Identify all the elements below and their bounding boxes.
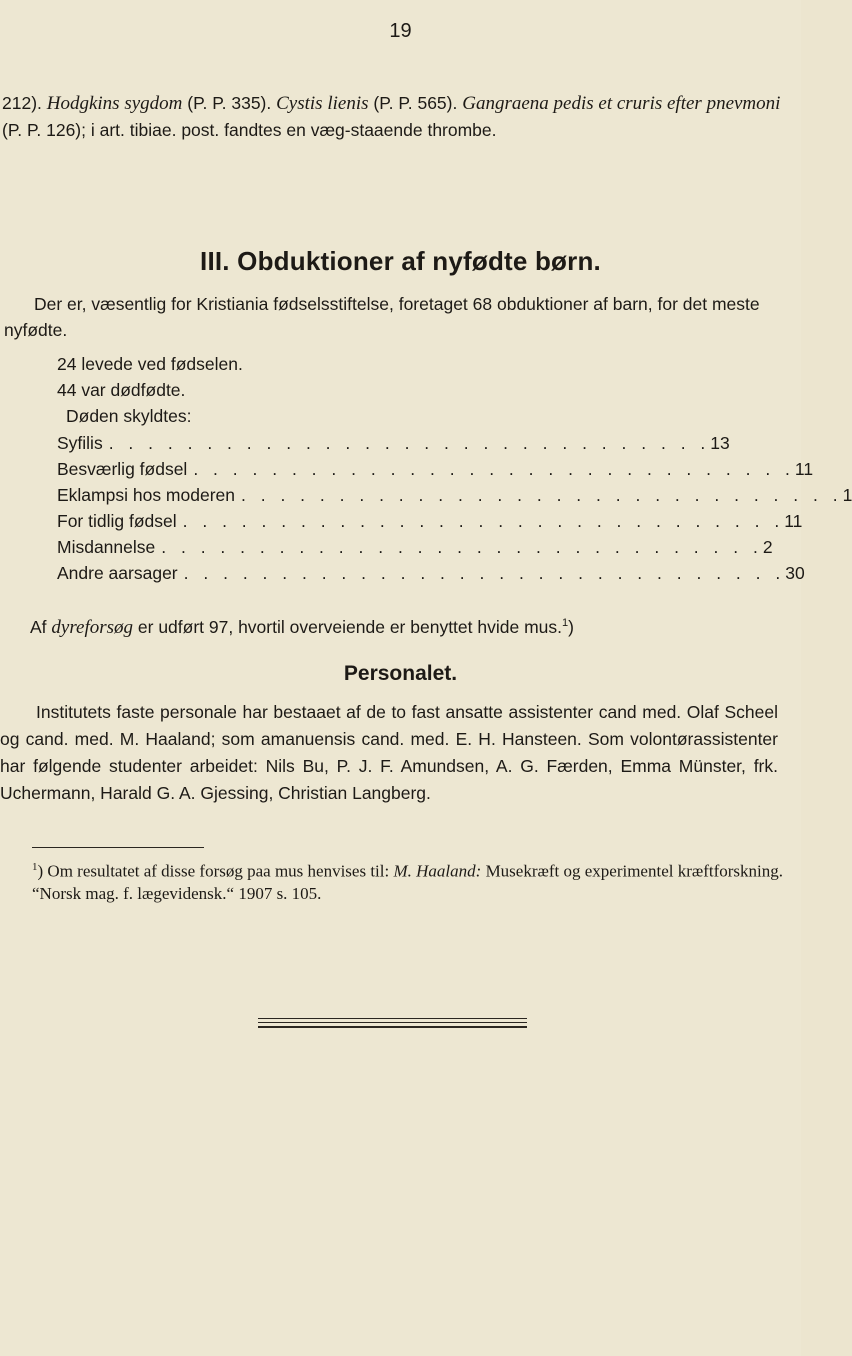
term-cystis: Cystis lienis: [276, 93, 369, 114]
intro-paragraph: Der er, væsentlig for Kristiania fødselsstiftelse, foretaget 68 obduktioner af barn, for det meste nyfødte.: [4, 294, 760, 340]
animal-experiments-paragraph: [30, 610, 790, 641]
personalet-heading: Personalet.: [343, 662, 458, 685]
cause-value: 11: [794, 459, 814, 479]
paragraph-case-list: [2, 90, 782, 143]
leader-dots: . . . . . . . . . . . . . . . . . . . . . . . . . . . . . . .: [182, 511, 785, 531]
cause-label: Besværlig fødsel: [57, 459, 188, 479]
cause-row: [57, 560, 805, 586]
footnote-text-2: Musekræft og experimentel kræftforskning. “Norsk mag. f. lægevidensk.“ 1907 s. 105.: [32, 861, 784, 903]
section-heading: III. Obduktioner af nyfødte børn.: [200, 246, 601, 276]
cause-value: 2: [762, 537, 773, 557]
term-dyreforsog: dyreforsøg: [51, 616, 134, 638]
footnote-author: M. Haaland:: [393, 861, 482, 881]
cause-label: For tidlig fødsel: [57, 511, 177, 531]
cause-value: 11: [784, 511, 803, 531]
cause-label: Misdannelse: [57, 537, 156, 557]
cause-label: Syfilis: [57, 433, 103, 453]
cause-of-death-table: [57, 430, 852, 586]
ref-1: (P. P. 335).: [182, 93, 277, 113]
staff-paragraph: Institutets faste personale har bestaaet af de to fast ansatte assistenter cand med. Olaf Scheel og cand. med. M. Haaland; som amanuensis cand. med. E. H. Hansteen. Som volontørassistenter har følgende studenter arbeidet: Nils Bu, P. J. F. Amundsen, A. G. Færden, Emma Münster, frk. Uchermann, Harald G. A. Gjessing, Christian Langberg.: [0, 702, 778, 803]
footnote-reference[interactable]: 1: [562, 617, 569, 629]
page-number: 19: [389, 20, 412, 42]
cause-row: [57, 508, 803, 534]
footnote: [32, 856, 792, 905]
leader-dots: . . . . . . . . . . . . . . . . . . . . . . . . . . . . . . .: [183, 563, 786, 583]
cause-value: 13: [710, 433, 730, 453]
ref-3: (P. P. 126); i art. tibiae. post. fandtes en væg-staaende thrombe.: [2, 120, 497, 140]
p3-rest: er udført 97, hvortil overveiende er benyttet hvide mus.: [133, 616, 562, 637]
footnote-text-1: ) Om resultatet af disse forsøg paa mus henvises til:: [37, 861, 394, 881]
stat-stillborn: 44 var dødfødte.: [57, 380, 186, 400]
end-rule: [258, 1018, 527, 1019]
cause-row: [57, 456, 814, 482]
term-hodgkins: Hodgkins sygdom: [46, 93, 183, 114]
p3-suffix: ): [568, 616, 574, 637]
cause-value: 30: [785, 563, 805, 583]
cause-label: Andre aarsager: [57, 563, 178, 583]
stat-born-alive: 24 levede ved fødselen.: [57, 354, 243, 374]
footnote-divider: [32, 847, 204, 848]
p3-prefix: Af: [30, 616, 52, 637]
footnote-mark: 1: [32, 861, 38, 873]
end-rule: [258, 1026, 527, 1028]
cause-row: [57, 482, 852, 508]
case-prefix: 212).: [2, 93, 47, 113]
ref-2: (P. P. 565).: [368, 93, 463, 113]
cause-label: Eklampsi hos moderen: [57, 485, 235, 505]
end-rule: [258, 1022, 527, 1023]
leader-dots: . . . . . . . . . . . . . . . . . . . . . . . . . . . . . . .: [193, 459, 795, 479]
leader-dots: . . . . . . . . . . . . . . . . . . . . . . . . . . . . . . .: [241, 485, 843, 505]
term-gangraena: Gangraena pedis et cruris efter pnevmoni: [462, 93, 781, 114]
cause-row: [57, 534, 773, 560]
cause-row: [57, 430, 730, 456]
leader-dots: . . . . . . . . . . . . . . . . . . . . . . . . . . . . . . .: [161, 537, 763, 557]
leader-dots: . . . . . . . . . . . . . . . . . . . . . . . . . . . . . . .: [108, 433, 711, 453]
cause-value: 1: [842, 485, 852, 505]
stat-cause-heading: Døden skyldtes:: [66, 406, 192, 426]
